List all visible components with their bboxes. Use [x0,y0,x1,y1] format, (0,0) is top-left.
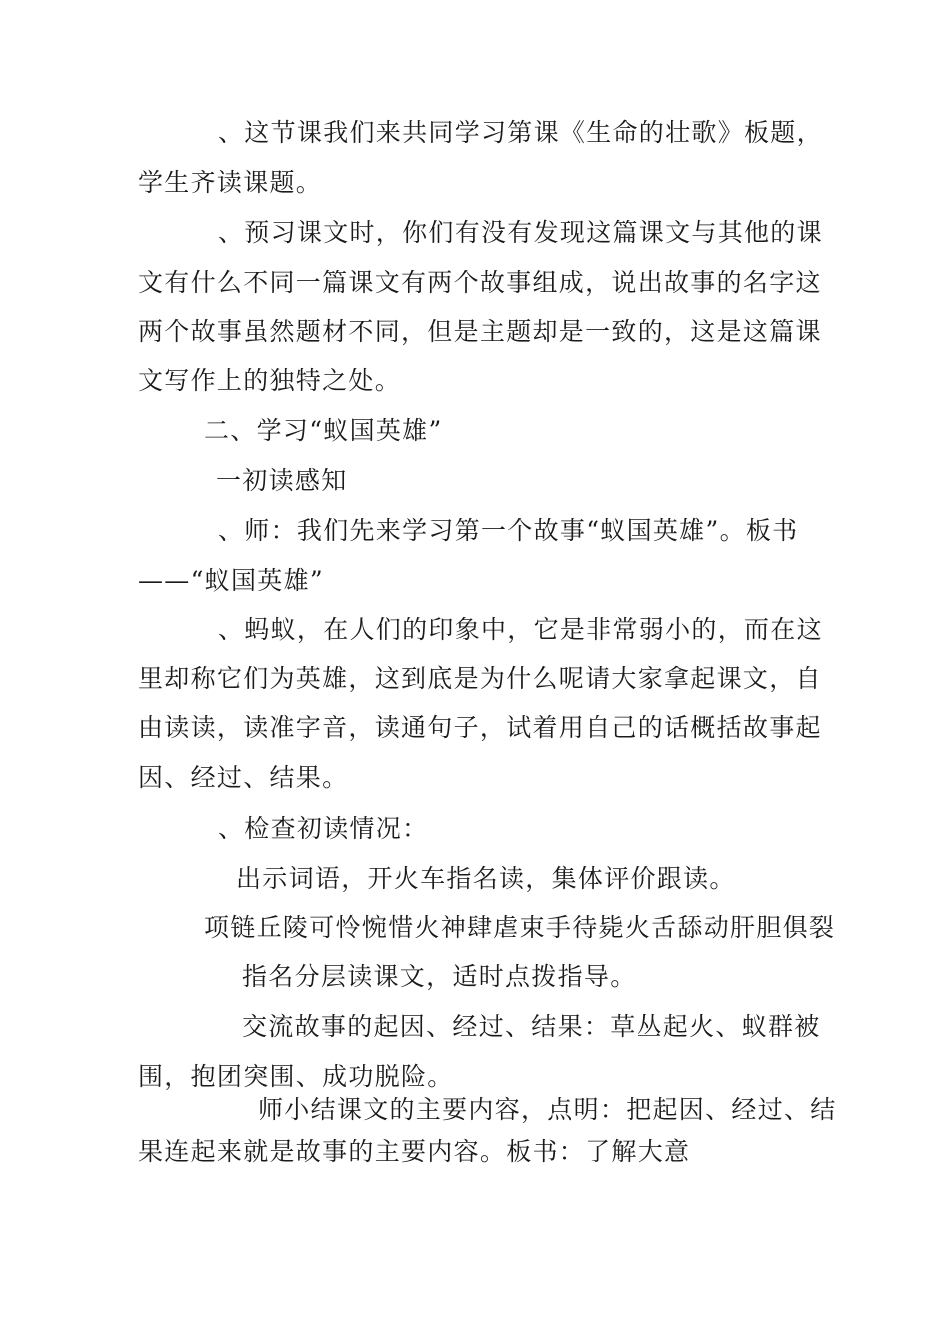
paragraph-line: 、检查初读情况： [218,814,429,843]
paragraph-line: 围，抱团突围、成功脱险。 [138,1062,454,1091]
paragraph-line: 学生齐读课题。 [138,168,323,197]
paragraph-line: 指名分层读课文，适时点拨指导。 [242,962,637,991]
paragraph-line: ——“蚁国英雄” [138,566,324,595]
paragraph-line: 师小结课文的主要内容，点明：把起因、经过、结 [258,1095,837,1124]
paragraph-line: 因、经过、结果。 [138,763,349,792]
paragraph-line: 文写作上的独特之处。 [138,366,402,395]
section-heading: 二、学习“蚁国英雄” [204,416,443,445]
paragraph-line: 里却称它们为英雄，这到底是为什么呢请大家拿起课文，自 [138,664,822,693]
paragraph-line: 、师：我们先来学习第一个故事“蚁国英雄”。板书 [218,516,799,545]
paragraph-line: 出示词语，开火车指名读，集体评价跟读。 [236,864,736,893]
paragraph-line: 、这节课我们来共同学习第课《生命的壮歌》板题， [218,118,823,147]
paragraph-line: 、蚂蚁，在人们的印象中，它是非常弱小的，而在这 [218,615,823,644]
paragraph-line: 文有什么不同一篇课文有两个故事组成，说出故事的名字这 [138,268,822,297]
vocabulary-list: 项链丘陵可怜惋惜火神肆虐束手待毙火舌舔动肝胆俱裂 [204,913,836,942]
paragraph-line: 由读读，读准字音，读通句子，试着用自己的话概括故事起 [138,713,822,742]
paragraph-line: 、预习课文时，你们有没有发现这篇课文与其他的课 [218,218,823,247]
paragraph-line: 果连起来就是故事的主要内容。板书：了解大意 [138,1137,691,1166]
paragraph-line: 交流故事的起因、经过、结果：草丛起火、蚁群被 [242,1012,821,1041]
paragraph-line: 两个故事虽然题材不同，但是主题却是一致的，这是这篇课 [138,317,822,346]
subsection-heading: 一初读感知 [216,466,348,495]
